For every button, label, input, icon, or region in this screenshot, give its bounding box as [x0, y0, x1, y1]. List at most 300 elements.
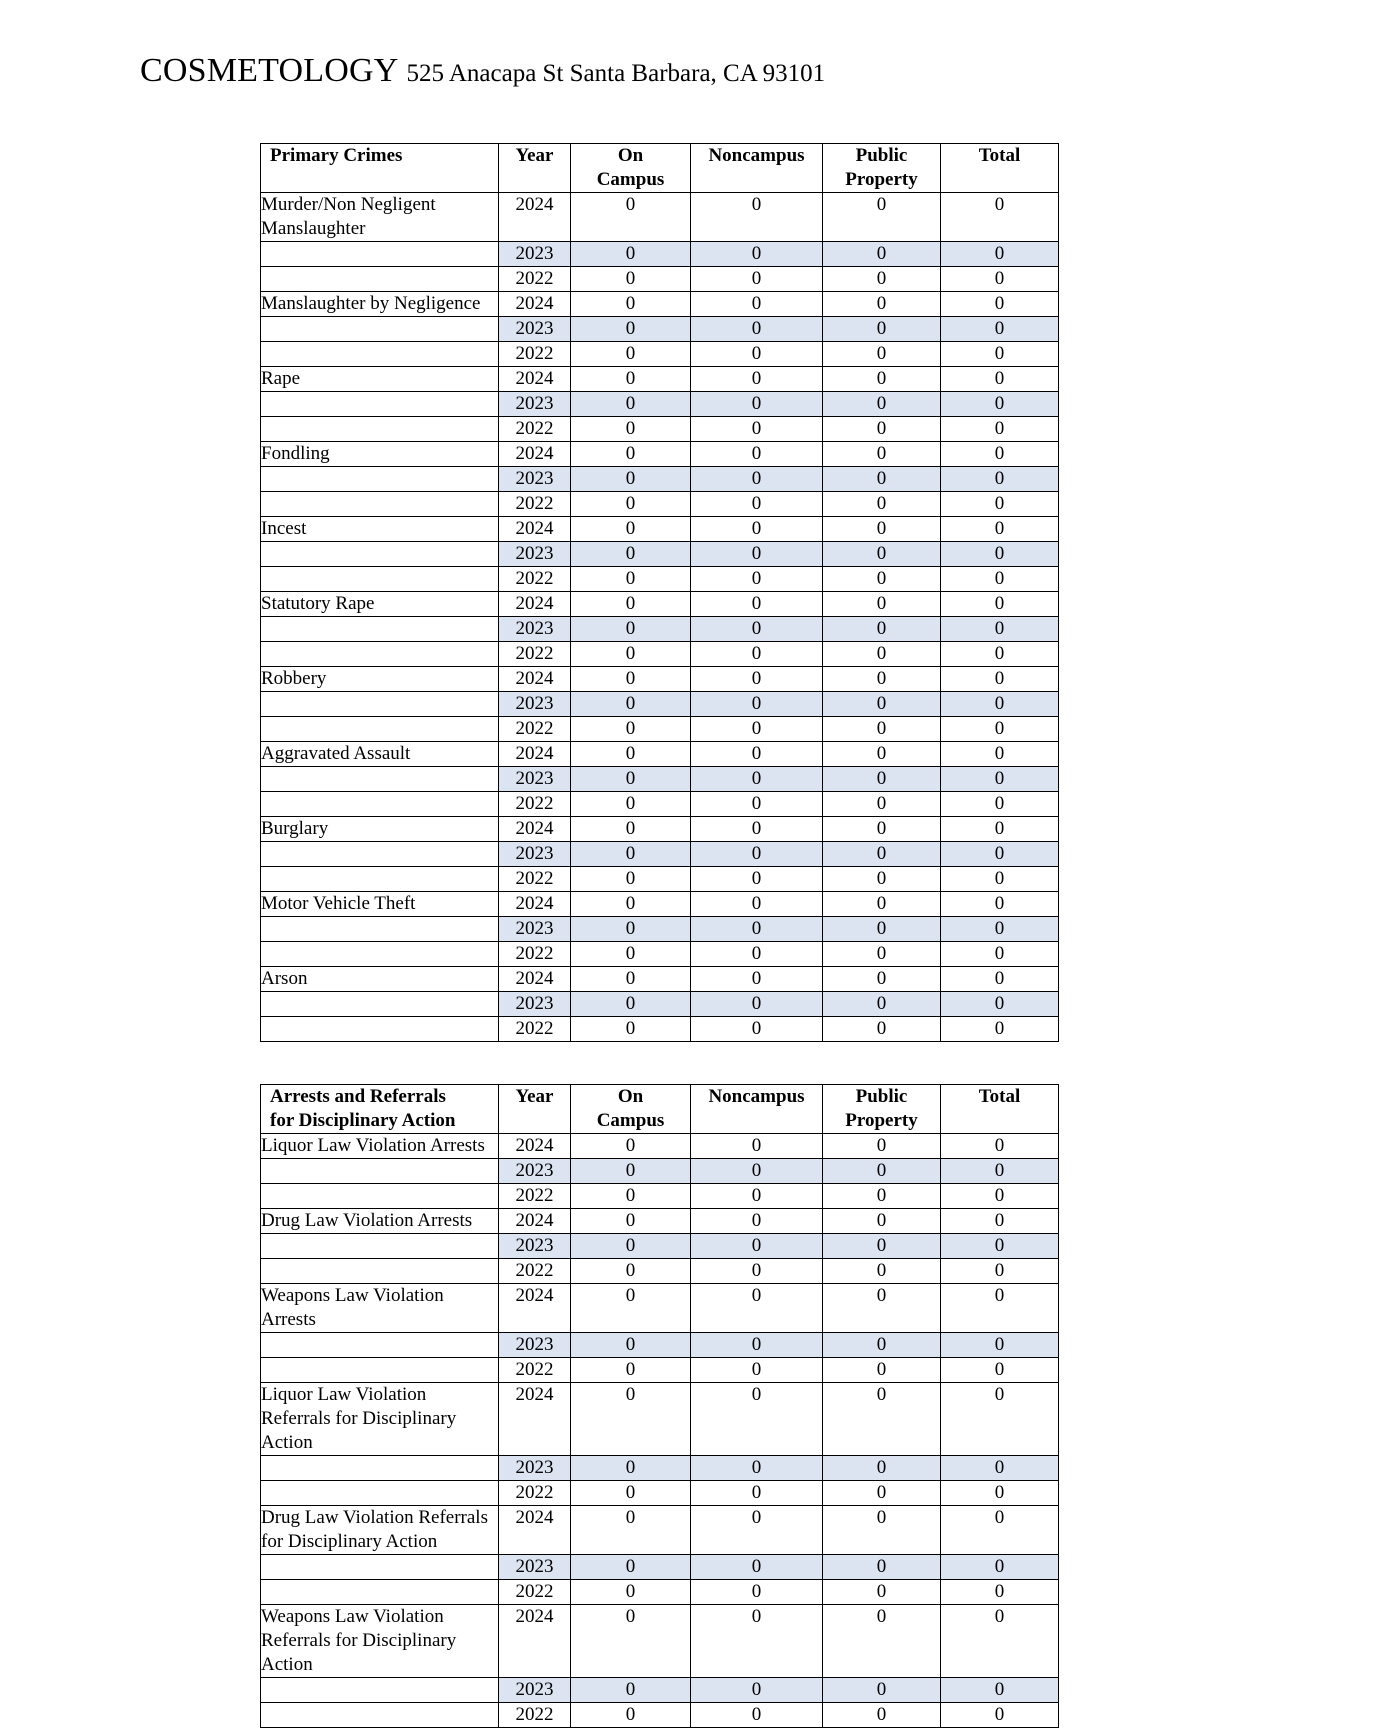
row-label: [261, 1134, 499, 1159]
row-label: [261, 617, 499, 642]
row-label: [261, 467, 499, 492]
column-header-line2: Campus: [596, 1110, 665, 1132]
cell-public-property: 0: [823, 942, 941, 967]
cell-noncampus: 0: [691, 617, 823, 642]
cell-public-property: 0: [823, 392, 941, 417]
row-label: [261, 1209, 499, 1234]
cell-on-campus: 0: [571, 1383, 691, 1456]
row-label: [261, 1333, 499, 1358]
cell-total: 0: [941, 1383, 1059, 1456]
table-row: [261, 1284, 1059, 1333]
table-row: [261, 1506, 1059, 1555]
cell-public-property: 0: [823, 442, 941, 467]
table-row: [261, 267, 1059, 292]
cell-year: 2023: [499, 392, 571, 417]
cell-total: 0: [941, 517, 1059, 542]
cell-public-property: 0: [823, 817, 941, 842]
cell-noncampus: 0: [691, 1134, 823, 1159]
cell-total: 0: [941, 792, 1059, 817]
page-title-address: 525 Anacapa St Santa Barbara, CA 93101: [406, 60, 826, 87]
cell-noncampus: 0: [691, 967, 823, 992]
cell-year: 2023: [499, 617, 571, 642]
column-header-line2: for Disciplinary Action: [270, 1110, 456, 1132]
cell-year: 2024: [499, 1605, 571, 1678]
cell-on-campus: 0: [571, 367, 691, 392]
cell-year: 2022: [499, 792, 571, 817]
cell-on-campus: 0: [571, 542, 691, 567]
cell-public-property: 0: [823, 242, 941, 267]
cell-on-campus: 0: [571, 617, 691, 642]
cell-total: 0: [941, 1159, 1059, 1184]
cell-total: 0: [941, 492, 1059, 517]
cell-year: 2024: [499, 442, 571, 467]
cell-total: 0: [941, 1605, 1059, 1678]
cell-public-property: 0: [823, 992, 941, 1017]
cell-public-property: 0: [823, 267, 941, 292]
cell-on-campus: 0: [571, 1234, 691, 1259]
cell-total: 0: [941, 1209, 1059, 1234]
cell-public-property: 0: [823, 767, 941, 792]
cell-on-campus: 0: [571, 792, 691, 817]
cell-year: 2023: [499, 317, 571, 342]
cell-total: 0: [941, 617, 1059, 642]
cell-noncampus: 0: [691, 817, 823, 842]
table-row: [261, 1481, 1059, 1506]
column-header-line1: Year: [515, 1086, 554, 1108]
cell-noncampus: 0: [691, 1456, 823, 1481]
cell-on-campus: 0: [571, 1134, 691, 1159]
row-label-text: Fondling: [261, 443, 330, 465]
column-header-line1: Public: [855, 145, 908, 167]
cell-on-campus: 0: [571, 1555, 691, 1580]
table-row: [261, 442, 1059, 467]
row-label: [261, 367, 499, 392]
cell-public-property: 0: [823, 917, 941, 942]
cell-noncampus: 0: [691, 1184, 823, 1209]
table-row: [261, 367, 1059, 392]
row-label: [261, 1481, 499, 1506]
cell-on-campus: 0: [571, 917, 691, 942]
cell-public-property: 0: [823, 1333, 941, 1358]
cell-noncampus: 0: [691, 792, 823, 817]
cell-year: 2023: [499, 917, 571, 942]
table-row: [261, 1703, 1059, 1728]
row-label: [261, 342, 499, 367]
cell-year: 2024: [499, 592, 571, 617]
cell-public-property: 0: [823, 692, 941, 717]
cell-on-campus: 0: [571, 642, 691, 667]
cell-total: 0: [941, 817, 1059, 842]
cell-noncampus: 0: [691, 442, 823, 467]
cell-on-campus: 0: [571, 967, 691, 992]
cell-total: 0: [941, 242, 1059, 267]
table-row: [261, 392, 1059, 417]
cell-noncampus: 0: [691, 1383, 823, 1456]
row-label: [261, 1358, 499, 1383]
row-label-text: Burglary: [261, 818, 329, 840]
cell-on-campus: 0: [571, 317, 691, 342]
arrests-referrals-table: [260, 1084, 1059, 1728]
cell-year: 2024: [499, 1383, 571, 1456]
cell-noncampus: 0: [691, 1259, 823, 1284]
row-label: [261, 492, 499, 517]
cell-total: 0: [941, 1333, 1059, 1358]
cell-year: 2022: [499, 1481, 571, 1506]
cell-noncampus: 0: [691, 1605, 823, 1678]
cell-noncampus: 0: [691, 917, 823, 942]
row-label: [261, 642, 499, 667]
cell-total: 0: [941, 1134, 1059, 1159]
table-row: [261, 193, 1059, 242]
table-row: [261, 1259, 1059, 1284]
cell-on-campus: 0: [571, 667, 691, 692]
cell-noncampus: 0: [691, 1506, 823, 1555]
cell-public-property: 0: [823, 492, 941, 517]
table-row: [261, 667, 1059, 692]
cell-public-property: 0: [823, 342, 941, 367]
cell-noncampus: 0: [691, 1284, 823, 1333]
cell-on-campus: 0: [571, 1456, 691, 1481]
cell-public-property: 0: [823, 842, 941, 867]
row-label: [261, 867, 499, 892]
row-label: [261, 267, 499, 292]
table-row: [261, 617, 1059, 642]
cell-noncampus: 0: [691, 467, 823, 492]
cell-public-property: 0: [823, 1259, 941, 1284]
cell-public-property: 0: [823, 1383, 941, 1456]
cell-on-campus: 0: [571, 742, 691, 767]
row-label: [261, 667, 499, 692]
column-header-line1: Total: [978, 145, 1021, 167]
cell-noncampus: 0: [691, 842, 823, 867]
cell-year: 2023: [499, 242, 571, 267]
cell-noncampus: 0: [691, 542, 823, 567]
table-row: [261, 492, 1059, 517]
cell-year: 2022: [499, 867, 571, 892]
row-label: [261, 592, 499, 617]
cell-total: 0: [941, 1284, 1059, 1333]
table-row: [261, 1017, 1059, 1042]
table-row: [261, 1209, 1059, 1234]
row-label-text: Incest: [261, 518, 307, 540]
cell-total: 0: [941, 1456, 1059, 1481]
cell-noncampus: 0: [691, 292, 823, 317]
column-header-line2: Property: [845, 169, 918, 191]
cell-noncampus: 0: [691, 517, 823, 542]
cell-year: 2022: [499, 267, 571, 292]
row-label-text: Murder/Non Negligent Manslaughter: [261, 194, 436, 240]
row-label: [261, 1017, 499, 1042]
table-row: [261, 1134, 1059, 1159]
row-label-text: Aggravated Assault: [261, 743, 411, 765]
cell-public-property: 0: [823, 417, 941, 442]
cell-noncampus: 0: [691, 1333, 823, 1358]
row-label: [261, 842, 499, 867]
cell-on-campus: 0: [571, 492, 691, 517]
table-body: [261, 193, 1059, 1042]
cell-year: 2022: [499, 1358, 571, 1383]
cell-year: 2024: [499, 517, 571, 542]
table-row: [261, 1678, 1059, 1703]
cell-on-campus: 0: [571, 892, 691, 917]
cell-noncampus: 0: [691, 317, 823, 342]
cell-on-campus: 0: [571, 517, 691, 542]
cell-noncampus: 0: [691, 892, 823, 917]
cell-total: 0: [941, 1017, 1059, 1042]
row-label-text: Weapons Law Violation Arrests: [261, 1285, 444, 1331]
cell-total: 0: [941, 717, 1059, 742]
cell-noncampus: 0: [691, 492, 823, 517]
cell-year: 2023: [499, 1234, 571, 1259]
column-header-line2: Property: [845, 1110, 918, 1132]
cell-on-campus: 0: [571, 692, 691, 717]
cell-on-campus: 0: [571, 592, 691, 617]
cell-public-property: 0: [823, 742, 941, 767]
cell-noncampus: 0: [691, 342, 823, 367]
cell-on-campus: 0: [571, 1580, 691, 1605]
cell-year: 2024: [499, 742, 571, 767]
cell-noncampus: 0: [691, 767, 823, 792]
cell-public-property: 0: [823, 617, 941, 642]
cell-noncampus: 0: [691, 1678, 823, 1703]
cell-total: 0: [941, 1259, 1059, 1284]
cell-year: 2022: [499, 1259, 571, 1284]
cell-noncampus: 0: [691, 692, 823, 717]
cell-public-property: 0: [823, 667, 941, 692]
cell-total: 0: [941, 267, 1059, 292]
column-header-line1: Noncampus: [708, 1086, 805, 1108]
cell-total: 0: [941, 1678, 1059, 1703]
cell-total: 0: [941, 767, 1059, 792]
cell-noncampus: 0: [691, 942, 823, 967]
cell-public-property: 0: [823, 792, 941, 817]
cell-year: 2024: [499, 892, 571, 917]
table-row: [261, 917, 1059, 942]
cell-total: 0: [941, 967, 1059, 992]
cell-public-property: 0: [823, 642, 941, 667]
cell-total: 0: [941, 892, 1059, 917]
table-row: [261, 942, 1059, 967]
cell-noncampus: 0: [691, 392, 823, 417]
cell-on-campus: 0: [571, 442, 691, 467]
table-row: [261, 817, 1059, 842]
row-label: [261, 517, 499, 542]
cell-total: 0: [941, 942, 1059, 967]
cell-on-campus: 0: [571, 717, 691, 742]
cell-on-campus: 0: [571, 242, 691, 267]
row-label: [261, 992, 499, 1017]
cell-public-property: 0: [823, 1358, 941, 1383]
table-row: [261, 892, 1059, 917]
table-row: [261, 1333, 1059, 1358]
cell-year: 2022: [499, 642, 571, 667]
column-header-noncampus: [691, 1085, 823, 1134]
column-header-total: [941, 1085, 1059, 1134]
cell-on-campus: 0: [571, 767, 691, 792]
column-header-label: [261, 1085, 499, 1134]
cell-total: 0: [941, 1703, 1059, 1728]
cell-year: 2023: [499, 467, 571, 492]
cell-on-campus: 0: [571, 1284, 691, 1333]
table-row: [261, 992, 1059, 1017]
cell-total: 0: [941, 592, 1059, 617]
column-header-line1: Primary Crimes: [270, 145, 403, 167]
cell-year: 2023: [499, 1555, 571, 1580]
table-row: [261, 742, 1059, 767]
column-header-line1: Public: [855, 1086, 908, 1108]
cell-public-property: 0: [823, 542, 941, 567]
table-row: [261, 317, 1059, 342]
column-header-noncampus: [691, 144, 823, 193]
column-header-line1: Arrests and Referrals: [270, 1086, 446, 1108]
cell-on-campus: 0: [571, 193, 691, 242]
page-title-main: COSMETOLOGY: [140, 52, 399, 89]
table-row: [261, 592, 1059, 617]
cell-public-property: 0: [823, 1605, 941, 1678]
column-header-line2: Campus: [596, 169, 665, 191]
table-row: [261, 967, 1059, 992]
cell-on-campus: 0: [571, 1017, 691, 1042]
column-header-line1: On: [617, 1086, 644, 1108]
cell-year: 2022: [499, 1184, 571, 1209]
cell-public-property: 0: [823, 193, 941, 242]
cell-noncampus: 0: [691, 742, 823, 767]
primary-crimes-table-wrap: [260, 143, 1058, 1042]
cell-total: 0: [941, 667, 1059, 692]
cell-total: 0: [941, 292, 1059, 317]
table-row: [261, 517, 1059, 542]
cell-on-campus: 0: [571, 1678, 691, 1703]
table-header-row: [261, 144, 1059, 193]
row-label-text: Robbery: [261, 668, 327, 690]
cell-year: 2024: [499, 667, 571, 692]
cell-total: 0: [941, 367, 1059, 392]
cell-public-property: 0: [823, 1456, 941, 1481]
column-header-line1: Year: [515, 145, 554, 167]
cell-public-property: 0: [823, 1580, 941, 1605]
row-label: [261, 817, 499, 842]
cell-public-property: 0: [823, 1506, 941, 1555]
cell-public-property: 0: [823, 1481, 941, 1506]
cell-noncampus: 0: [691, 592, 823, 617]
cell-public-property: 0: [823, 1555, 941, 1580]
row-label: [261, 1234, 499, 1259]
cell-total: 0: [941, 642, 1059, 667]
cell-noncampus: 0: [691, 267, 823, 292]
cell-total: 0: [941, 742, 1059, 767]
table-row: [261, 542, 1059, 567]
table-header: [261, 1085, 1059, 1134]
cell-noncampus: 0: [691, 1017, 823, 1042]
cell-total: 0: [941, 1184, 1059, 1209]
table-row: [261, 467, 1059, 492]
table-row: [261, 717, 1059, 742]
cell-on-campus: 0: [571, 942, 691, 967]
row-label: [261, 692, 499, 717]
row-label-text: Arson: [261, 968, 308, 990]
table-header-row: [261, 1085, 1059, 1134]
cell-year: 2022: [499, 417, 571, 442]
cell-total: 0: [941, 1481, 1059, 1506]
row-label: [261, 1259, 499, 1284]
column-header-on-campus: [571, 1085, 691, 1134]
cell-on-campus: 0: [571, 1259, 691, 1284]
row-label-text: Drug Law Violation Referrals for Disciplinary Action: [261, 1507, 488, 1553]
cell-public-property: 0: [823, 717, 941, 742]
table-row: [261, 292, 1059, 317]
cell-total: 0: [941, 1234, 1059, 1259]
cell-total: 0: [941, 417, 1059, 442]
row-label: [261, 417, 499, 442]
row-label: [261, 1555, 499, 1580]
cell-year: 2024: [499, 1134, 571, 1159]
cell-total: 0: [941, 917, 1059, 942]
table-row: [261, 692, 1059, 717]
row-label-text: Liquor Law Violation Arrests: [261, 1135, 485, 1157]
cell-year: 2023: [499, 1159, 571, 1184]
column-header-line1: Noncampus: [708, 145, 805, 167]
column-header-line1: Total: [978, 1086, 1021, 1108]
table-row: [261, 1184, 1059, 1209]
cell-noncampus: 0: [691, 417, 823, 442]
cell-year: 2022: [499, 342, 571, 367]
cell-noncampus: 0: [691, 1481, 823, 1506]
cell-year: 2023: [499, 767, 571, 792]
cell-year: 2024: [499, 193, 571, 242]
row-label: [261, 1456, 499, 1481]
row-label: [261, 1284, 499, 1333]
cell-on-campus: 0: [571, 417, 691, 442]
row-label: [261, 567, 499, 592]
row-label-text: Statutory Rape: [261, 593, 375, 615]
row-label: [261, 917, 499, 942]
cell-noncampus: 0: [691, 1358, 823, 1383]
table-header: [261, 144, 1059, 193]
cell-year: 2023: [499, 1678, 571, 1703]
table-row: [261, 1555, 1059, 1580]
row-label: [261, 292, 499, 317]
row-label: [261, 967, 499, 992]
table-row: [261, 567, 1059, 592]
cell-public-property: 0: [823, 1017, 941, 1042]
cell-total: 0: [941, 193, 1059, 242]
cell-on-campus: 0: [571, 992, 691, 1017]
table-row: [261, 1580, 1059, 1605]
row-label: [261, 242, 499, 267]
table-row: [261, 1159, 1059, 1184]
cell-year: 2023: [499, 992, 571, 1017]
cell-noncampus: 0: [691, 193, 823, 242]
row-label-text: Liquor Law Violation Referrals for Disciplinary Action: [261, 1384, 457, 1454]
cell-total: 0: [941, 342, 1059, 367]
row-label-text: Drug Law Violation Arrests: [261, 1210, 473, 1232]
cell-total: 0: [941, 867, 1059, 892]
cell-on-campus: 0: [571, 1358, 691, 1383]
cell-on-campus: 0: [571, 1481, 691, 1506]
cell-public-property: 0: [823, 892, 941, 917]
table-row: [261, 417, 1059, 442]
cell-year: 2022: [499, 1017, 571, 1042]
cell-on-campus: 0: [571, 1605, 691, 1678]
cell-year: 2023: [499, 542, 571, 567]
cell-on-campus: 0: [571, 1184, 691, 1209]
cell-on-campus: 0: [571, 867, 691, 892]
cell-public-property: 0: [823, 317, 941, 342]
row-label: [261, 892, 499, 917]
cell-public-property: 0: [823, 467, 941, 492]
cell-on-campus: 0: [571, 1333, 691, 1358]
cell-noncampus: 0: [691, 642, 823, 667]
